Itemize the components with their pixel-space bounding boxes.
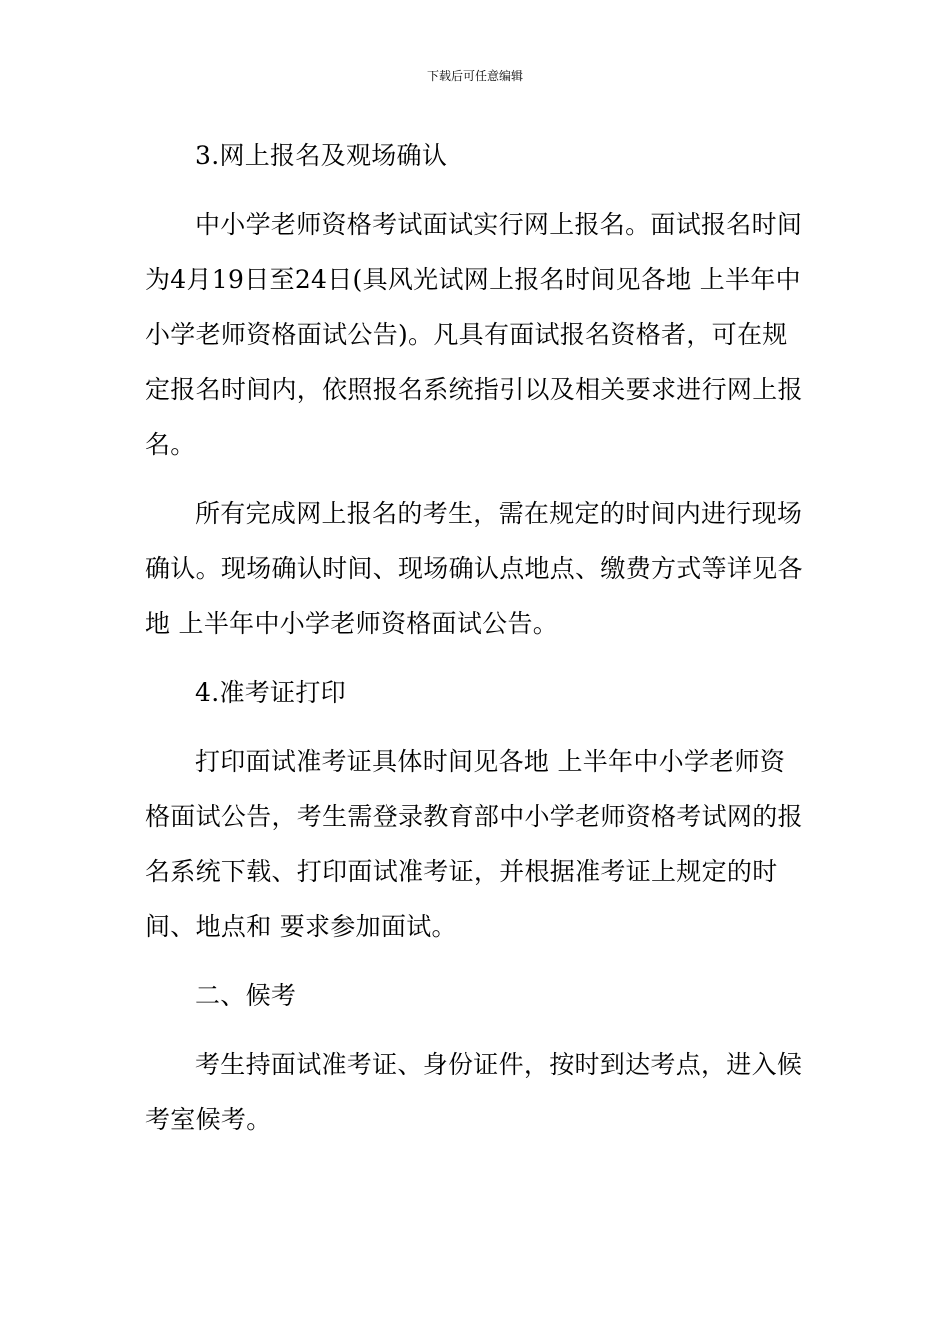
page-header: 下载后可任意编辑 [426,69,523,83]
section-heading-registration: 3.网上报名及观场确认 [195,141,448,170]
paragraph-online-registration: 中小学老师资格考试面试实行网上报名。面试报名时间为4月19日至24日(具风光试网上报名时间见各地 上半年中小学老师资格面试公告)。凡具有面试报名资格者，可在规定报名时间内，依照报名系统指引以及相关要求进行网上报名。 [145,210,803,459]
section-heading-waiting: 二、候考 [195,981,297,1010]
section-heading-admission-ticket: 4.准考证打印 [195,678,346,707]
paragraph-onsite-confirmation: 所有完成网上报名的考生，需在规定的时间内进行现场确认。现场确认时间、现场确认点地点、缴费方式等详见各地 上半年中小学老师资格面试公告。 [145,499,803,638]
paragraph-waiting: 考生持面试准考证、身份证件，按时到达考点，进入候考室候考。 [145,1050,803,1134]
paragraph-admission-ticket: 打印面试准考证具体时间见各地 上半年中小学老师资格面试公告，考生需登录教育部中小学老师资格考试网的报名系统下载、打印面试准考证，并根据准考证上规定的时间、地点和 要求参加面试。 [145,747,803,941]
document-body [145,128,805,1147]
